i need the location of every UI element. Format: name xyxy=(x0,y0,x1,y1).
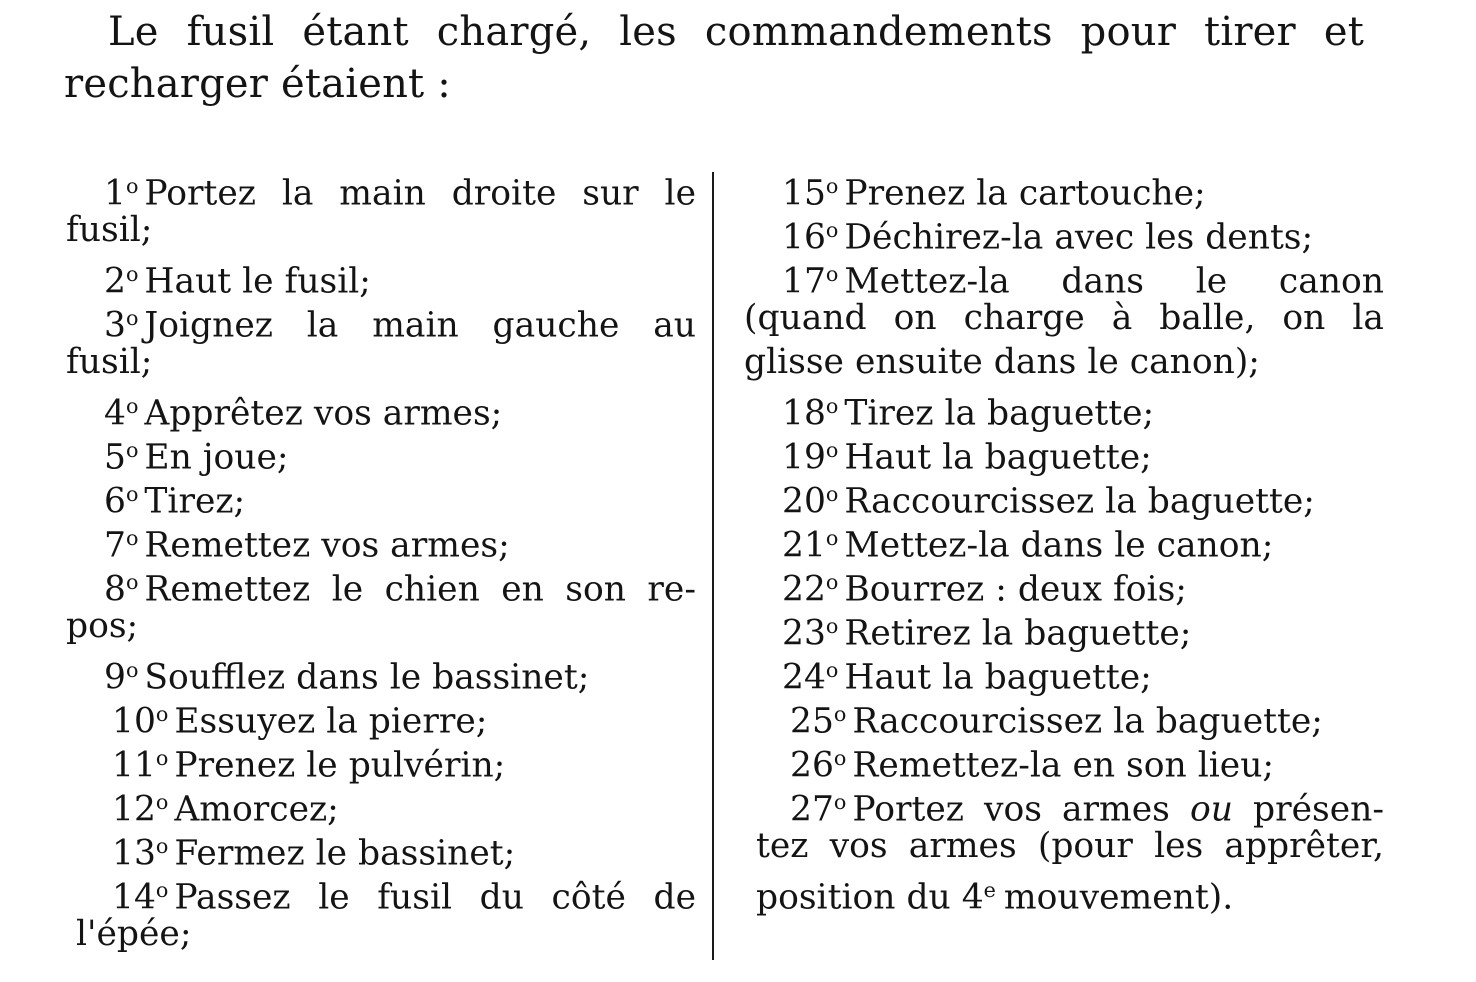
list-item: 17$^o$ Mettez-la dans le canon xyxy=(782,261,1384,302)
list-item: 10$^o$ Essuyez la pierre; xyxy=(112,701,488,742)
list-item: 7$^o$ Remettez vos armes; xyxy=(104,525,510,566)
list-item: 11$^o$ Prenez le pulvérin; xyxy=(112,745,506,786)
intro-paragraph xyxy=(64,6,1364,110)
list-item: 27$^o$ Portez vos armes ou présen- xyxy=(790,789,1385,830)
list-item: 6$^o$ Tirez; xyxy=(104,481,246,522)
list-item-continuation: fusil; xyxy=(66,210,153,250)
list-item: 18$^o$ Tirez la baguette; xyxy=(782,393,1155,434)
list-item: 24$^o$ Haut la baguette; xyxy=(782,657,1152,698)
list-item: 15$^o$ Prenez la cartouche; xyxy=(782,173,1206,214)
left-column xyxy=(66,164,696,956)
list-item: 23$^o$ Retirez la baguette; xyxy=(782,613,1192,654)
list-item-continuation: pos; xyxy=(66,606,139,646)
list-item: 4$^o$ Apprêtez vos armes; xyxy=(104,393,503,434)
list-item: 21$^o$ Mettez-la dans le canon; xyxy=(782,525,1274,566)
list-item: 26$^o$ Remettez-la en son lieu; xyxy=(790,745,1275,786)
list-item: 22$^o$ Bourrez : deux fois; xyxy=(782,569,1187,610)
list-item: 20$^o$ Raccourcissez la baguette; xyxy=(782,481,1315,522)
intro-line-1: Le fusil étant chargé, les commandements pour tirer et xyxy=(108,9,1364,55)
list-item-continuation: position du 4e mouvement). xyxy=(756,877,1234,918)
list-item: 5$^o$ En joue; xyxy=(104,437,289,478)
list-item: 9$^o$ Soufflez dans le bassinet; xyxy=(104,657,590,698)
list-item: 13$^o$ Fermez le bassinet; xyxy=(112,833,516,874)
list-item: 1$^o$ Portez la main droite sur le xyxy=(104,173,696,214)
list-item: 2$^o$ Haut le fusil; xyxy=(104,261,371,302)
list-item-continuation: glisse ensuite dans le canon); xyxy=(744,342,1260,382)
right-column xyxy=(744,164,1385,918)
list-item: 25$^o$ Raccourcissez la baguette; xyxy=(790,701,1323,742)
list-item: 19$^o$ Haut la baguette; xyxy=(782,437,1152,478)
list-item-continuation: fusil; xyxy=(66,342,153,382)
column-divider xyxy=(712,172,714,960)
list-item: 3$^o$ Joignez la main gauche au xyxy=(104,305,696,346)
list-item-continuation: l'épée; xyxy=(76,914,192,954)
list-item: 14$^o$ Passez le fusil du côté de xyxy=(112,877,696,918)
list-item-continuation: tez vos armes (pour les apprêter, xyxy=(756,826,1384,866)
list-item: 12$^o$ Amorcez; xyxy=(112,789,339,830)
intro-line-2: recharger étaient : xyxy=(64,61,451,107)
list-item: 16$^o$ Déchirez-la avec les dents; xyxy=(782,217,1314,258)
list-item: 8$^o$ Remettez le chien en son re- xyxy=(104,569,696,610)
list-item-continuation: (quand on charge à balle, on la xyxy=(744,298,1384,338)
